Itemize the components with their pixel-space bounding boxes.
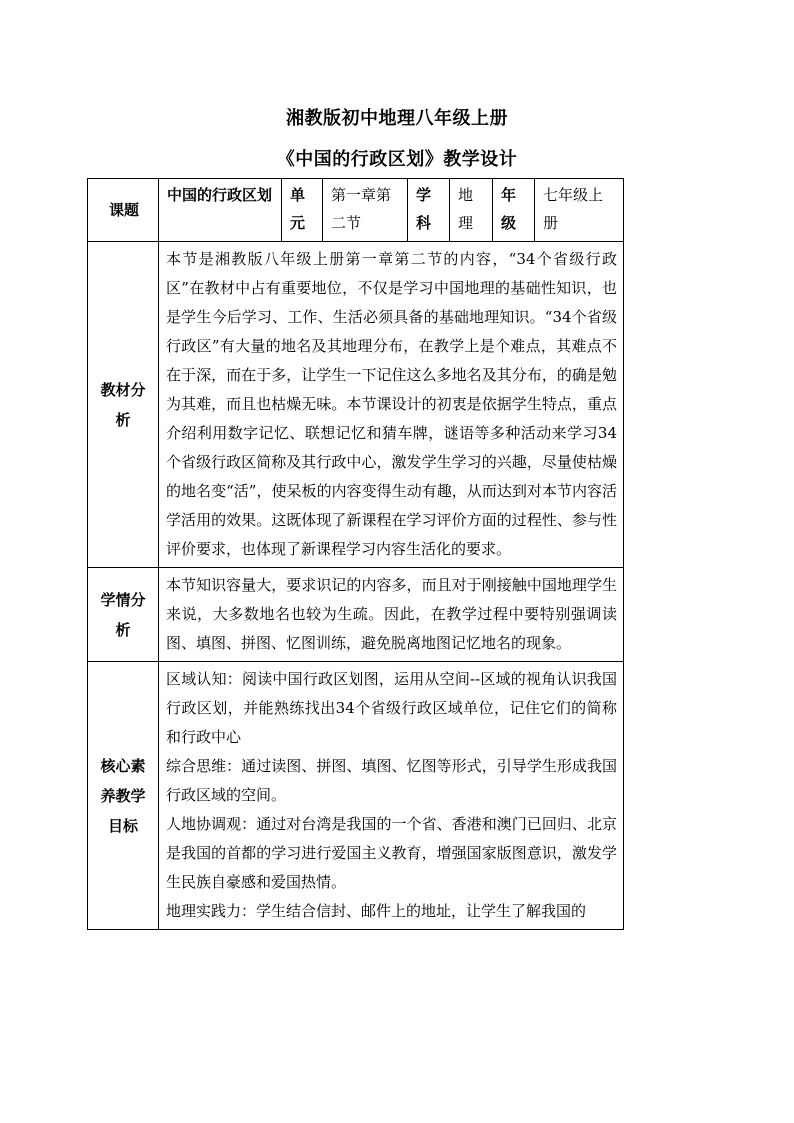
lesson-plan-table — [87, 178, 624, 930]
header-row — [88, 179, 624, 242]
goal-regional-cognition: 区域认知：阅读中国行政区划图，运用从空间--区域的视角认识我国行政区划，并能熟练找出34个省级行政区域单位，记住它们的简称和行政中心 — [166, 670, 617, 746]
unit-label: 单元 — [282, 179, 323, 242]
material-analysis-label: 教材分析 — [88, 242, 159, 568]
goal-comprehensive-thinking: 综合思维：通过读图、拼图、填图、忆图等形式，引导学生形成我国行政区域的空间。 — [166, 757, 617, 804]
unit-value: 第一章第二节 — [323, 179, 408, 242]
grade-label: 年级 — [493, 179, 535, 242]
topic-value: 中国的行政区划 — [159, 179, 282, 242]
core-goals-row — [88, 662, 624, 930]
learner-analysis-label: 学情分析 — [88, 568, 159, 662]
document-subtitle: 《中国的行政区划》教学设计 — [276, 149, 518, 170]
learner-analysis-text: 本节知识容量大，要求识记的内容多，而且对于刚接触中国地理学生来说，大多数地名也较为生疏。因此，在教学过程中要特别强调读图、填图、拼图、忆图训练，避免脱离地图记忆地名的现象。 — [159, 568, 624, 662]
goal-geographic-practice: 地理实践力：学生结合信封、邮件上的地址，让学生了解我国的 — [166, 902, 587, 920]
material-analysis-row — [88, 242, 624, 568]
document-title: 湘教版初中地理八年级上册 — [286, 108, 508, 129]
core-goals-label: 核心素养教学目标 — [88, 662, 159, 930]
core-goals-content — [159, 662, 624, 930]
topic-label: 课题 — [88, 179, 159, 242]
material-analysis-text: 本节是湘教版八年级上册第一章第二节的内容，“34个省级行政区”在教材中占有重要地位，不仅是学习中国地理的基础性知识，也是学生今后学习、工作、生活必须具备的基础地理知识。“34个省级行政区”有大量的地名及其地理分布，在教学上是个难点，其难点不在于深，而在于多，让学生一下记住这么多地名及其分布，的确是勉为其难，而且也枯燥无味。本节课设计的初衷是依据学生特点，重点介绍利用数字记忆、联想记忆和猜车牌，谜语等多种活动来学习34个省级行政区简称及其行政中心，激发学生学习的兴趣，尽量使枯燥的地名变“活”，使呆板的内容变得生动有趣，从而达到对本节内容活学活用的效果。这既体现了新课程在学习评价方面的过程性、参与性评价要求，也体现了新课程学习内容生活化的要求。 — [159, 242, 624, 568]
grade-value: 七年级上册 — [535, 179, 624, 242]
goal-human-land-harmony: 人地协调观：通过对台湾是我国的一个省、香港和澳门已回归、北京是我国的首都的学习进行爱国主义教育，增强国家版图意识，激发学生民族自豪感和爱国热情。 — [166, 815, 617, 891]
subject-value: 地理 — [450, 179, 493, 242]
learner-analysis-row — [88, 568, 624, 662]
subject-label: 学科 — [408, 179, 450, 242]
